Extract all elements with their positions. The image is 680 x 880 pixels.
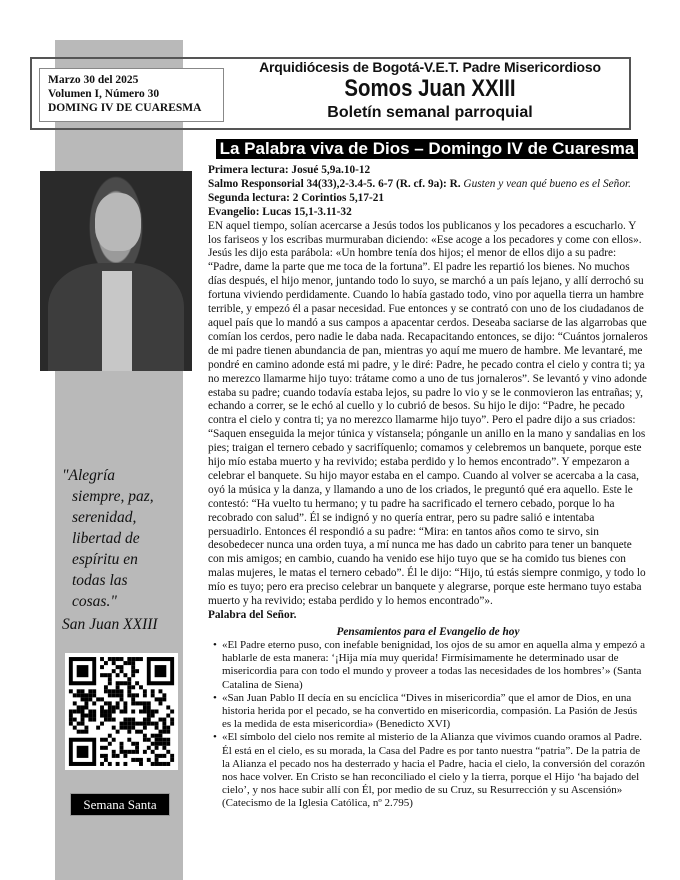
thought-item: • «San Juan Pablo II decía en su encíclica “Dives in misericordia” que el amor de Dios, en una historia herida por el pecado, se ha convertido en misericordia, compasión. La Pasión de Jesús es la medida de esta misericordia» (Benedicto XVI) (222, 692, 648, 732)
second-reading: Segunda lectura: 2 Corintios 5,17-21 (208, 191, 385, 204)
bulletin-title: Somos Juan XXIII (344, 75, 516, 102)
quote-line: cosas." (72, 593, 117, 610)
quote-line: serenidad, (72, 509, 137, 526)
psalm-paragraph (208, 178, 648, 192)
date-box (39, 68, 224, 122)
sunday-line: DOMING IV DE CUARESMA (48, 102, 202, 114)
bulletin-subtitle: Boletín semanal parroquial (327, 104, 533, 121)
thought-item: • «El Padre eterno puso, con inefable benignidad, los ojos de su amor en aquella alma y empezó a hablarle de esta manera: ‘¡Hija mía muy querida! Firmísimamente he determinado usar de misericordia para con todo el mundo y proveer a todas las necesidades de los hombres’» (Santa Catalina de Siena) (222, 639, 648, 692)
quote-line: espíritu en (72, 551, 138, 568)
closing-line: Palabra del Señor. (208, 609, 297, 621)
psalm-label: Salmo Responsorial 34(33),2-3.4-5. 6-7 (R. cf. 9a): R. (208, 177, 461, 190)
quote-line: todas las (72, 572, 128, 589)
thought-item: • «El símbolo del cielo nos remite al misterio de la Alianza que vivimos cuando oramos al Padre. Él está en el cielo, es su morada, la Casa del Padre es por tanto nuestra “patria”. De la patria de la Alianza el pecado nos ha desterrado y hacia el Padre, hacia el cielo, la conversión del corazón nos hace volver. En Cristo se han reconciliado el cielo y la tierra, porque el Hijo ‘ha bajado del cielo’, y nos hace subir allí con Él, por medio de su Cruz, su Resurrección y su Ascensión» (Catecismo de la Iglesia Católica, nº 2.795) (222, 731, 648, 810)
sidebar-quote (62, 465, 197, 635)
semana-santa-button[interactable]: Semana Santa (70, 793, 170, 816)
quote-line: "Alegría (62, 467, 116, 484)
archdiocese-line: Arquidiócesis de Bogotá-V.E.T. Padre Misericordioso (259, 59, 601, 75)
readings-content (208, 164, 648, 811)
thoughts-title: Pensamientos para el Evangelio de hoy (336, 625, 520, 638)
date-line: Marzo 30 del 2025 (48, 74, 139, 86)
gospel-text: EN aquel tiempo, solían acercarse a Jesús todos los publicanos y los pecadores a escucharlo. Y los fariseos y los escribas murmuraban diciendo: «Ese acoge a los pecadores y come con ellos». Jesús les dijo esta parábola: «Un hombre tenía dos hijos; el menor de ellos dijo a su padre: “Padre, dame la parte que me toca de la fortuna”. El padre les repartió los bienes. No muchos días después, el hijo menor, juntando todo lo suyo, se marchó a un país lejano, y allí derrochó su fortuna viviendo perdidamente. Cuando lo había gastado todo, vino por aquella tierra un hambre terrible, y empezó él a pasar necesidad. Fue entonces y se contrató con uno de los ciudadanos de aquel país que lo mandó a sus campos a apacentar cerdos. Deseaba saciarse de las algarrobas que comían los cerdos, pero nadie le daba nada. Recapacitando entonces, se dijo: “Cuántos jornaleros de mi padre tienen abundancia de pan, mientras yo aquí me muero de hambre. Me levantaré, me pondré en camino adonde está mi padre, y le diré: Padre, he pecado contra el cielo y contra ti; ya no merezco llamarme hijo tuyo: trátame como a uno de tus jornaleros”. Se levantó y vino adonde estaba su padre; cuando todavía estaba lejos, su padre lo vio y se le conmovieron las entrañas; y, echando a correr, se le echó al cuello y lo cubrió de besos. Su hijo le dijo: “Padre, he pecado contra el cielo y contra ti; ya no merezco llamarme hijo tuyo”. Pero el padre dijo a sus criados: “Saquen enseguida la mejor túnica y vístansela; pónganle un anillo en la mano y sandalias en los pies; traigan el ternero cebado y sacrifíquenlo; comamos y celebremos un banquete, porque este hijo mío estaba muerto y ha revivido; estaba perdido y lo hemos encontrado”. Y empezaron a celebrar el banquete. Su hijo mayor estaba en el campo. Cuando al volver se acercaba a la casa, oyó la música y la danza, y llamando a uno de los criados, le preguntó qué era aquello. Este le contestó: “Ha vuelto tu hermano; y tu padre ha sacrificado el ternero cebado, porque lo ha recobrado con salud”. Él se indignó y no quería entrar, pero su padre salió e intentaba persuadirlo. Entonces él respondió a su padre: “Mira: en tantos años como te sirvo, sin desobedecer nunca una orden tuya, a mí nunca me has dado un cabrito para tener un banquete con mis amigos; en cambio, cuando ha venido ese hijo tuyo que se ha comido tus bienes con malas mujeres, le matas el ternero cebado”. Él le dijo: “Hijo, tú estás siempre conmigo, y todo lo mío es tuyo; pero era preciso celebrar un banquete y alegrarse, porque este hermano tuyo estaba muerto y ha revivido; estaba perdido y lo hemos encontrado”». (208, 219, 648, 608)
masthead (230, 58, 630, 124)
quote-author: San Juan XXIII (62, 616, 158, 633)
qr-code[interactable] (65, 653, 178, 770)
quote-line: libertad de (72, 530, 140, 547)
thoughts-list (208, 639, 648, 811)
pope-john-xxiii-photo (40, 171, 192, 371)
volume-line: Volumen I, Número 30 (48, 88, 160, 100)
section-title-bar: La Palabra viva de Dios – Domingo IV de Cuaresma (216, 139, 638, 159)
quote-line: siempre, paz, (72, 488, 154, 505)
psalm-response: Gusten y vean qué bueno es el Señor. (463, 177, 631, 190)
gospel-reference: Evangelio: Lucas 15,1-3.11-32 (208, 205, 352, 218)
first-reading: Primera lectura: Josué 5,9a.10-12 (208, 164, 371, 176)
